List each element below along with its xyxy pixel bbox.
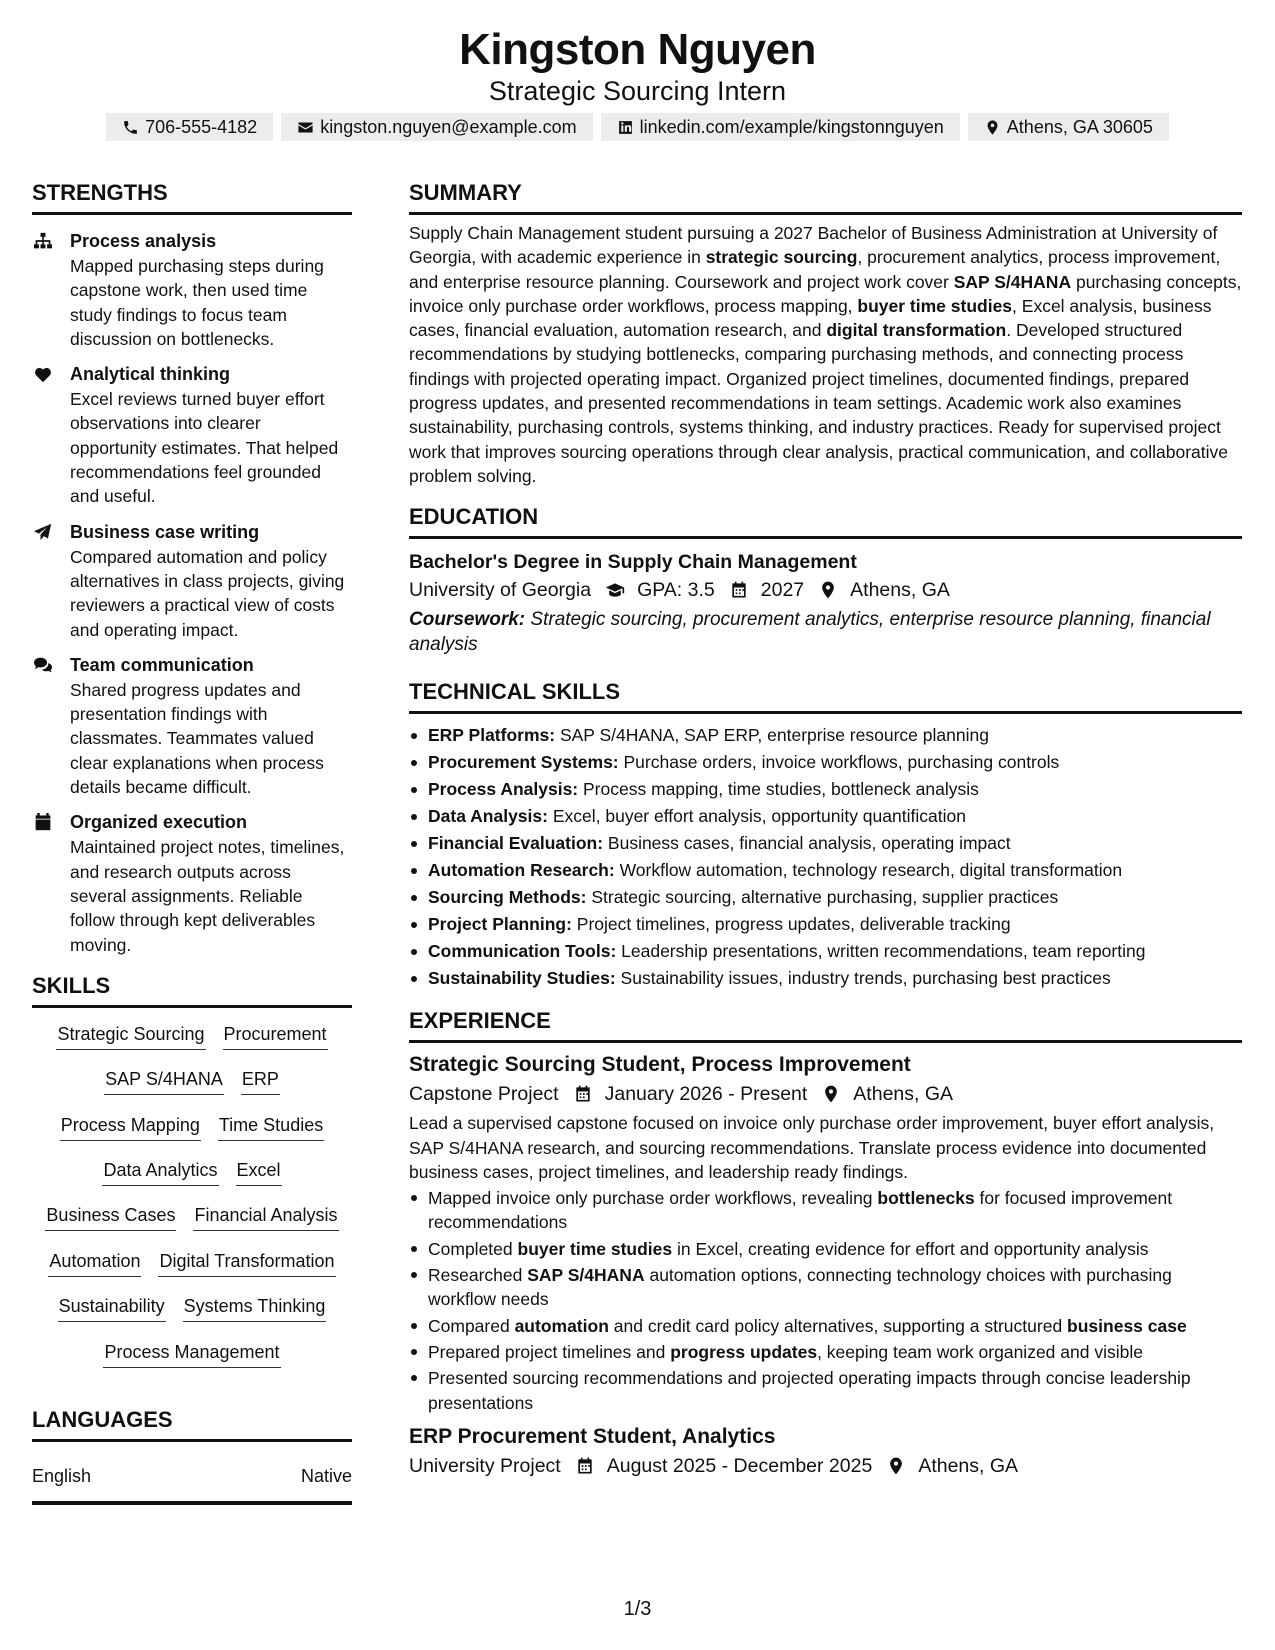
section-divider	[409, 1040, 1242, 1043]
contact-location-text: Athens, GA 30605	[1006, 116, 1153, 137]
list-item: Financial Evaluation: Business cases, financial analysis, operating impact	[409, 830, 1242, 857]
skill-tag: Process Management	[103, 1340, 280, 1368]
list-item: Procurement Systems: Purchase orders, invoice workflows, purchasing controls	[409, 749, 1242, 776]
summary-section	[409, 178, 1242, 488]
list-item: Sourcing Methods: Strategic sourcing, alternative purchasing, supplier practices	[409, 884, 1242, 911]
job-bullets	[409, 1186, 1242, 1415]
job-bullet: Presented sourcing recommendations and projected operating impacts through concise leadership presentations	[409, 1366, 1242, 1415]
strength-description: Maintained project notes, timelines, and research outputs across several assignments. Reliable follow through kept deliverables moving.	[70, 837, 345, 955]
paper-plane-icon	[32, 522, 54, 542]
list-item: Process Analysis: Process mapping, time studies, bottleneck analysis	[409, 776, 1242, 803]
strength-item	[32, 520, 352, 642]
section-divider	[32, 1439, 352, 1442]
skill-tag: Automation	[48, 1249, 141, 1277]
strength-item	[32, 810, 352, 956]
map-pin-icon	[884, 1455, 908, 1477]
sitemap-icon	[32, 231, 54, 251]
job-bullet: Mapped invoice only purchase order workflows, revealing bottlenecks for focused improvement recommendations	[409, 1186, 1242, 1235]
skill-tag: Business Cases	[45, 1203, 176, 1231]
education-meta	[409, 575, 1242, 605]
language-name: English	[32, 1465, 92, 1486]
education-section	[409, 502, 1242, 657]
skill-tag: Financial Analysis	[193, 1203, 338, 1231]
strength-description: Excel reviews turned buyer effort observations into clearer opportunity estimates. That helped recommendations feel grounded and useful.	[70, 389, 339, 507]
skill-tag: Digital Transformation	[158, 1249, 335, 1277]
comments-icon	[32, 655, 54, 675]
degree-title: Bachelor's Degree in Supply Chain Management	[409, 551, 857, 574]
section-divider	[32, 212, 352, 215]
section-divider	[409, 536, 1242, 539]
contact-linkedin[interactable]	[601, 113, 960, 141]
technical-skills-section	[409, 677, 1242, 992]
coursework-label: Coursework:	[409, 609, 526, 631]
right-column	[409, 178, 1242, 1481]
map-pin-icon	[816, 579, 840, 601]
job-organization: University Project	[409, 1454, 561, 1477]
strengths-section	[32, 178, 352, 957]
skill-tag: Time Studies	[218, 1113, 324, 1141]
calendar-icon	[573, 1455, 597, 1477]
contact-location	[968, 113, 1169, 141]
list-item: Automation Research: Workflow automation, technology research, digital transformation	[409, 857, 1242, 884]
candidate-name: Kingston Nguyen	[459, 25, 816, 74]
school-name: University of Georgia	[409, 579, 592, 602]
technical-skills-heading: TECHNICAL SKILLS	[409, 679, 621, 705]
job-bullet: Compared automation and credit card policy alternatives, supporting a structured business case	[409, 1314, 1242, 1338]
heart-icon	[32, 364, 54, 384]
skill-tag: ERP	[241, 1067, 280, 1095]
map-pin-icon	[819, 1083, 843, 1105]
strength-item	[32, 362, 352, 508]
strength-title: Analytical thinking	[70, 364, 231, 385]
experience-section	[409, 1006, 1242, 1481]
job-organization: Capstone Project	[409, 1083, 559, 1106]
list-item: Data Analysis: Excel, buyer effort analysis, opportunity quantification	[409, 803, 1242, 830]
language-row	[32, 1466, 352, 1487]
contact-email[interactable]	[281, 113, 592, 141]
linkedin-icon	[617, 119, 634, 136]
experience-entry	[409, 1051, 1242, 1415]
summary-heading: SUMMARY	[409, 180, 522, 205]
language-level: Native	[300, 1465, 352, 1486]
strength-item	[32, 653, 352, 799]
candidate-title: Strategic Sourcing Intern	[488, 76, 787, 106]
strength-description: Mapped purchasing steps during capstone work, then used time study findings to focus team discussion on bottlenecks.	[70, 256, 324, 349]
map-pin-icon	[984, 119, 1001, 136]
coursework	[409, 607, 1242, 657]
job-meta	[409, 1079, 1242, 1109]
skill-tag: Data Analytics	[102, 1158, 218, 1186]
job-title: ERP Procurement Student, Analytics	[409, 1424, 776, 1448]
envelope-icon	[297, 119, 314, 136]
contact-linkedin-text[interactable]: linkedin.com/example/kingstonnguyen	[639, 116, 944, 137]
language-level-bar	[32, 1501, 352, 1505]
skill-tag: Procurement	[223, 1022, 328, 1050]
calendar-icon	[571, 1083, 595, 1105]
experience-heading: EXPERIENCE	[409, 1008, 551, 1034]
skill-tag: Excel	[236, 1158, 282, 1186]
job-bullet: Researched SAP S/4HANA automation options, connecting technology choices with purchasing workflow needs	[409, 1263, 1242, 1312]
job-bullet: Prepared project timelines and progress updates, keeping team work organized and visible	[409, 1340, 1242, 1364]
languages-heading: LANGUAGES	[32, 1406, 173, 1432]
strength-title: Team communication	[70, 654, 254, 675]
strength-title: Organized execution	[70, 812, 248, 833]
graduation-year: 2027	[760, 579, 805, 602]
skills-section	[32, 971, 352, 1385]
list-item: ERP Platforms: SAP S/4HANA, SAP ERP, enterprise resource planning	[409, 722, 1242, 749]
job-summary: Lead a supervised capstone focused on invoice only purchase order improvement, buyer effort analysis, SAP S/4HANA research, and sourcing recommendations. Translate process evidence into documented business cases, project timelines, and leadership ready findings.	[409, 1113, 1215, 1182]
strengths-heading: STRENGTHS	[32, 180, 168, 205]
strength-title: Business case writing	[70, 521, 260, 542]
skill-tag: Strategic Sourcing	[56, 1022, 205, 1050]
job-dates: August 2025 - December 2025	[606, 1454, 873, 1477]
section-divider	[32, 1005, 352, 1008]
phone-icon	[122, 119, 139, 136]
strength-title: Process analysis	[70, 231, 217, 251]
education-location: Athens, GA	[850, 579, 950, 602]
skill-tag: Sustainability	[58, 1294, 166, 1322]
job-meta	[409, 1451, 1242, 1481]
job-dates: January 2026 - Present	[604, 1083, 808, 1106]
skill-tag: Systems Thinking	[183, 1294, 327, 1322]
page-number: 1/3	[623, 1598, 652, 1620]
contact-phone-text: 706-555-4182	[145, 116, 258, 137]
section-divider	[409, 212, 1242, 215]
job-location: Athens, GA	[853, 1083, 954, 1106]
job-location: Athens, GA	[918, 1454, 1019, 1477]
education-heading: EDUCATION	[409, 504, 539, 530]
skills-list	[32, 1022, 352, 1385]
left-column	[32, 178, 352, 1505]
resume-header	[0, 22, 1275, 106]
list-item: Project Planning: Project timelines, progress updates, deliverable tracking	[409, 911, 1242, 938]
strength-item	[32, 229, 352, 351]
summary-text: Supply Chain Management student pursuing a 2027 Bachelor of Business Administration at University of Georgia, with academic experience in strategic sourcing, procurement analytics, process improvement, and enterprise resource planning. Coursework and project work cover SAP S/4HANA purchasing concepts, invoice only purchase order workflows, process mapping, buyer time studies, Excel analysis, business cases, financial evaluation, automation research, and digital transformation. Developed structured recommendations by studying bottlenecks, comparing purchasing methods, and connecting process findings with projected operating impact. Organized project timelines, documented findings, prepared progress updates, and presented recommendations in team settings. Academic work also examines sustainability, purchasing controls, systems thinking, and industry practices. Ready for supervised project work that improves sourcing operations through clear analysis, practical communication, and collaborative problem solving.	[409, 223, 1242, 486]
section-divider	[409, 711, 1242, 714]
graduation-cap-icon	[603, 579, 627, 601]
skill-tag: Process Mapping	[60, 1113, 201, 1141]
skill-tag: SAP S/4HANA	[104, 1067, 224, 1095]
list-item: Sustainability Studies: Sustainability issues, industry trends, purchasing best practices	[409, 965, 1242, 992]
job-bullet: Completed buyer time studies in Excel, creating evidence for effort and opportunity analysis	[409, 1237, 1242, 1261]
contact-bar	[0, 113, 1275, 141]
contact-phone	[106, 113, 273, 141]
coursework-list: Strategic sourcing, procurement analytics, enterprise resource planning, financial analysis	[409, 609, 1211, 656]
strength-description: Compared automation and policy alternatives in class projects, giving reviewers a practical view of costs and operating impact.	[70, 546, 345, 640]
technical-skills-list	[409, 722, 1242, 992]
contact-email-text[interactable]: kingston.nguyen@example.com	[320, 116, 577, 137]
skills-heading: SKILLS	[32, 972, 111, 998]
experience-entry	[409, 1423, 1242, 1481]
languages-section	[32, 1405, 352, 1505]
gpa: GPA: 3.5	[637, 579, 715, 602]
calendar-icon	[32, 812, 54, 832]
strength-description: Shared progress updates and presentation findings with classmates. Teammates valued clear explanations when process details became difficult.	[70, 679, 324, 798]
list-item: Communication Tools: Leadership presentations, written recommendations, team reporting	[409, 938, 1242, 965]
calendar-icon	[727, 579, 751, 601]
job-title: Strategic Sourcing Student, Process Improvement	[409, 1053, 911, 1077]
